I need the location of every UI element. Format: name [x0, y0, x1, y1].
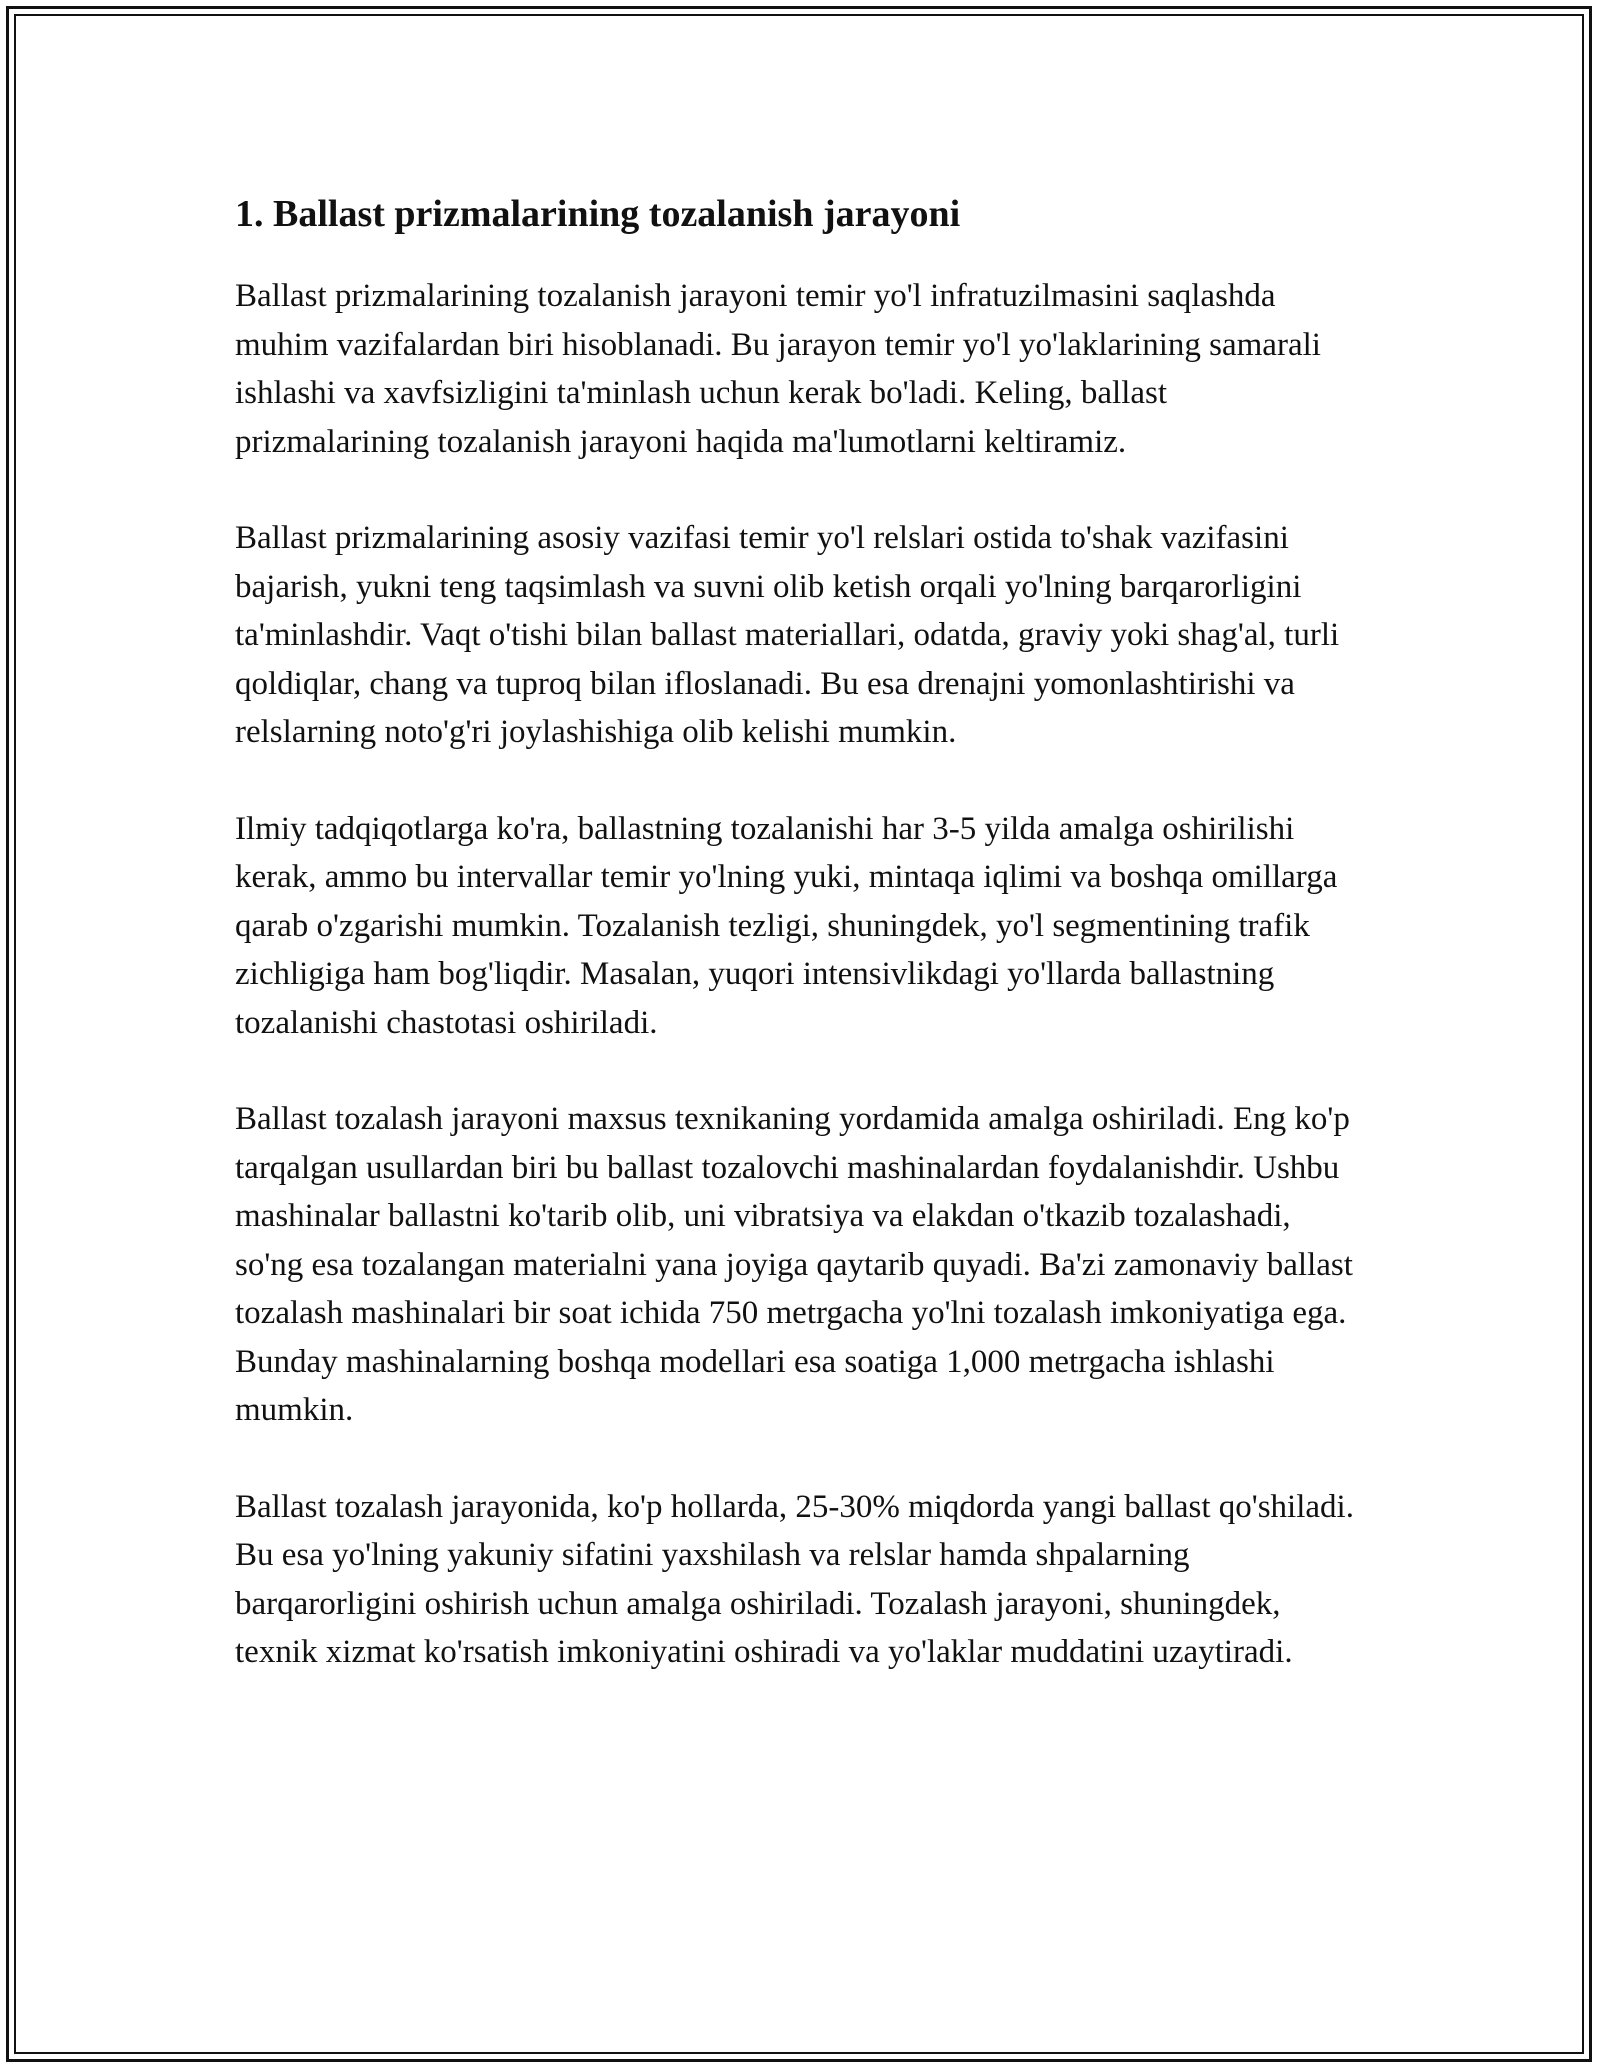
paragraph-purpose: Ballast prizmalarining asosiy vazifasi temir yo'l relslari ostida to'shak vazifasini bajarish, yukni teng taqsimlash va suvni olib ketish orqali yo'lning barqarorligini ta'minlashdir. Vaqt o'tishi bilan ballast materiallari, odatda, graviy yoki shag'al, turli qoldiqlar, chang va tuproq bilan ifloslanadi. Bu esa drenajni yomonlashtirishi va relslarning noto'g'ri joylashishiga olib kelishi mumkin.	[235, 520, 1340, 750]
paragraph-intro: Ballast prizmalarining tozalanish jarayoni temir yo'l infratuzilmasini saqlashda muhim vazifalardan biri hisoblanadi. Bu jarayon temir yo'l yo'laklarining samarali ishlashi va xavfsizligini ta'minlash uchun kerak bo'ladi. Keling, ballast prizmalarining tozalanish jarayoni haqida ma'lumotlarni keltiramiz.	[235, 278, 1321, 460]
paragraph-frequency: Ilmiy tadqiqotlarga ko'ra, ballastning tozalanishi har 3-5 yilda amalga oshirilishi kerak, ammo bu intervallar temir yo'lning yuki, mintaqa iqlimi va boshqa omillarga qarab o'zgarishi mumkin. Tozalanish tezligi, shuningdek, yo'l segmentining trafik zichligiga ham bog'liqdir. Masalan, yuqori intensivlikdagi yo'llarda ballastning tozalanishi chastotasi oshiriladi.	[235, 810, 1338, 1041]
paragraph-machinery: Ballast tozalash jarayoni maxsus texnikaning yordamida amalga oshiriladi. Eng ko'p tarqalgan usullardan biri bu ballast tozalovchi mashinalardan foydalanishdir. Ushbu mashinalar ballastni ko'tarib olib, uni vibratsiya va elakdan o'tkazib tozalashadi, so'ng esa tozalangan materialni yana joyiga qaytarib quyadi. Ba'zi zamonaviy ballast tozalash mashinalari bir soat ichida 750 metrgacha yo'lni tozalash imkoniyatiga ega. Bunday mashinalarning boshqa modellari esa soatiga 1,000 metrgacha ishlashi mumkin.	[235, 1101, 1353, 1428]
document-body	[235, 186, 1365, 1725]
paragraph-new-ballast: Ballast tozalash jarayonida, ko'p hollarda, 25-30% miqdorda yangi ballast qo'shiladi. Bu esa yo'lning yakuniy sifatini yaxshilash va relslar hamda shpalarning barqarorligini oshirish uchun amalga oshiriladi. Tozalash jarayoni, shuningdek, texnik xizmat ko'rsatish imkoniyatini oshiradi va yo'laklar muddatini uzaytiradi.	[235, 1488, 1354, 1670]
section-title: 1. Ballast prizmalarining tozalanish jarayoni	[235, 193, 961, 235]
